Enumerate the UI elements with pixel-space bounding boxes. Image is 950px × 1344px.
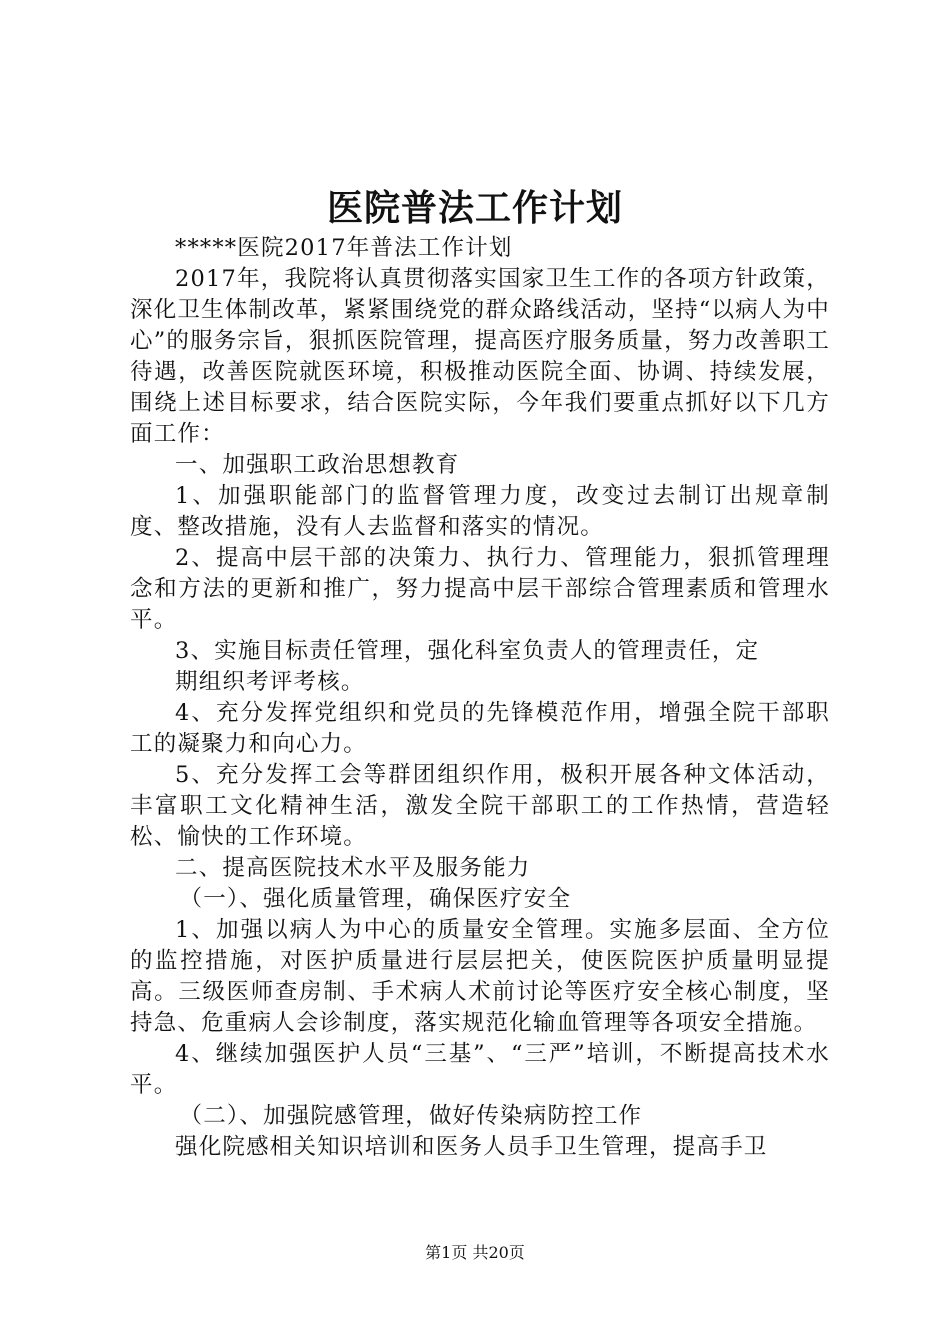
list-item-continuation: 期组织考评考核。: [175, 669, 365, 695]
body-paragraph: 强化院感相关知识培训和医务人员手卫生管理，提高手卫: [175, 1134, 768, 1160]
list-item: 5、充分发挥工会等群团组织作用，极积开展各种文体活动，丰富职工文化精神生活，激发全院干部职工的工作热情，营造轻松、愉快的工作环境。: [130, 762, 830, 850]
list-item: 3、实施目标责任管理，强化科室负责人的管理责任，定: [175, 638, 760, 664]
list-item: 4、继续加强医护人员“三基”、“三严”培训，不断提高技术水平。: [130, 1041, 830, 1098]
page-number-footer: 第1页 共20页: [425, 1243, 525, 1262]
subsection-heading-2: （二）、加强院感管理，做好传染病防控工作: [179, 1103, 643, 1129]
document-title: 医院普法工作计划: [326, 187, 623, 229]
section-heading-2: 二、提高医院技术水平及服务能力: [175, 855, 531, 881]
list-item: 2、提高中层干部的决策力、执行力、管理能力，狠抓管理理念和方法的更新和推广，努力提高中层干部综合管理素质和管理水平。: [130, 545, 830, 633]
subsection-heading-1: （一）、强化质量管理，确保医疗安全: [179, 886, 572, 912]
intro-paragraph: 2017年，我院将认真贯彻落实国家卫生工作的各项方针政策，深化卫生体制改革，紧紧围绕党的群众路线活动，坚持“以病人为中心”的服务宗旨，狠抓医院管理，提高医疗服务质量，努力改善职工待遇，改善医院就医环境，积极推动医院全面、协调、持续发展，围绕上述目标要求，结合医院实际，今年我们要重点抓好以下几方面工作：: [130, 266, 831, 447]
list-item: 1、加强以病人为中心的质量安全管理。实施多层面、全方位的监控措施，对医护质量进行层层把关，使医院医护质量明显提高。三级医师查房制、手术病人术前讨论等医疗安全核心制度，坚持急、危重病人会诊制度，落实规范化输血管理等各项安全措施。: [130, 917, 830, 1036]
document-body: [130, 233, 830, 1163]
list-item: 1、加强职能部门的监督管理力度，改变过去制订出规章制度、整改措施，没有人去监督和落实的情况。: [130, 483, 830, 540]
list-item: 4、充分发挥党组织和党员的先锋模范作用，增强全院干部职工的凝聚力和向心力。: [130, 700, 830, 757]
plan-subtitle: *****医院2017年普法工作计划: [175, 235, 513, 261]
section-heading-1: 一、加强职工政治思想教育: [175, 452, 460, 478]
